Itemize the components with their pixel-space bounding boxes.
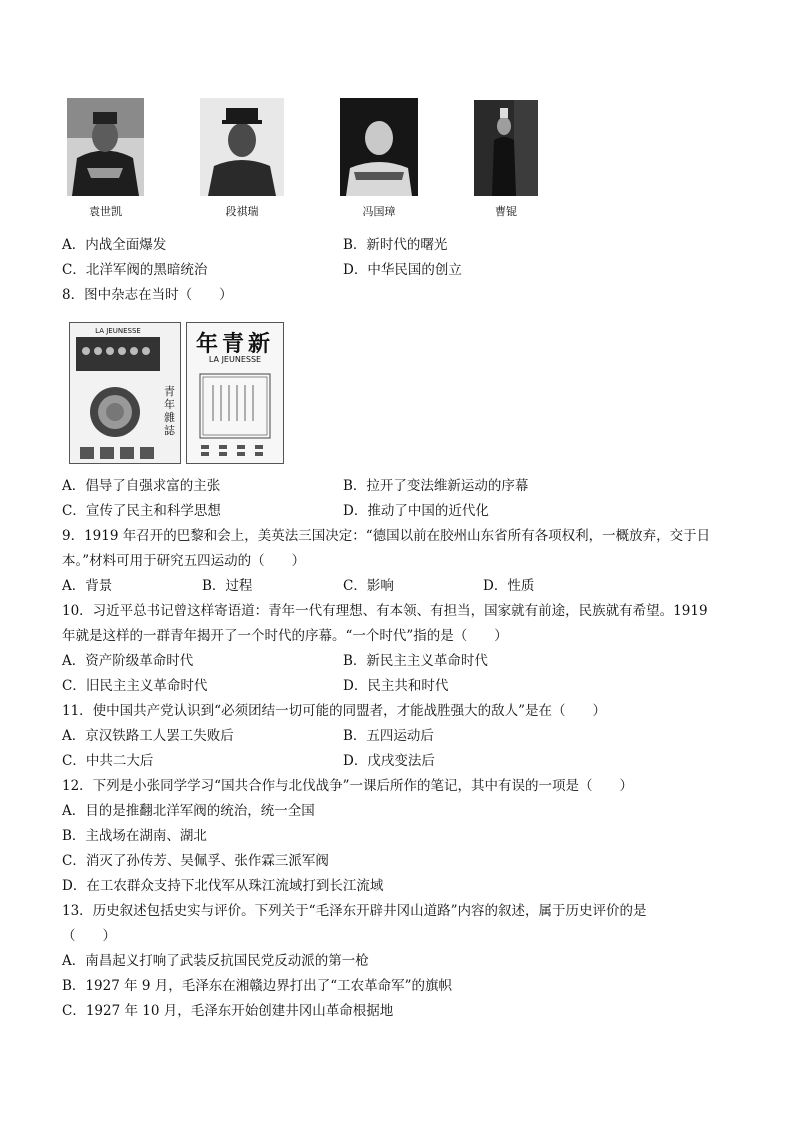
portrait-caption: 段祺瑞 [225,205,259,218]
cover-side-title: 青年雜誌 [164,385,175,437]
q10-option-d: D．民主共和时代 [343,678,449,694]
portrait-caption: 曹锟 [495,205,517,218]
q10-stem-line2: 年就是这样的一群青年揭开了一个时代的序幕。“一个时代”指的是（ ） [62,628,508,644]
magazine-cover-left [69,322,181,464]
cover-title: 年青新 [195,331,274,357]
q7-option-d: D．中华民国的创立 [343,262,462,278]
q9-option-c: C．影响 [343,578,394,594]
portrait-photo-feng-guozhang [340,98,418,196]
cover-label: LA JEUNESSE [208,355,262,364]
q13-stem-line2: （ ） [62,928,116,944]
q8-stem: 8．图中杂志在当时（ ） [62,287,233,303]
q12-option-d: D．在工农群众支持下北伐军从珠江流域打到长江流域 [62,878,384,894]
q11-option-a: A．京汉铁路工人罢工失败后 [62,728,234,744]
q13-option-a: A．南昌起义打响了武装反抗国民党反动派的第一枪 [62,953,369,969]
q8-option-b: B．拉开了变法维新运动的序幕 [343,478,529,494]
q10-stem-line1: 10．习近平总书记曾这样寄语道：青年一代有理想、有本领、有担当，国家就有前途，民族就有希望。1919 [62,603,708,619]
q12-option-b: B．主战场在湖南、湖北 [62,828,207,844]
portrait-caption: 袁世凯 [89,205,122,218]
q9-option-b: B．过程 [202,578,253,594]
q8-option-a: A．倡导了自强求富的主张 [62,478,221,494]
q13-option-b: B．1927 年 9 月，毛泽东在湘赣边界打出了“工农革命军”的旗帜 [62,978,453,994]
q10-option-c: C．旧民主主义革命时代 [62,678,208,694]
q11-option-b: B．五四运动后 [343,728,434,744]
q12-stem: 12．下列是小张同学学习“国共合作与北伐战争”一课后所作的笔记，其中有误的一项是（ ） [62,778,633,794]
q9-option-d: D．性质 [483,578,535,594]
portrait-photo-cao-kun [474,100,538,196]
q10-option-a: A．资产阶级革命时代 [62,653,194,669]
q11-option-c: C．中共二大后 [62,753,154,769]
q9-stem-line1: 9．1919 年召开的巴黎和会上，美英法三国决定：“德国以前在胶州山东省所有各项权利，一概放弃，交于日 [62,528,711,544]
q8-option-c: C．宣传了民主和科学思想 [62,503,221,519]
q7-option-c: C．北洋军阀的黑暗统治 [62,262,208,278]
q7-option-a: A．内战全面爆发 [62,237,167,253]
q13-option-c: C．1927 年 10 月，毛泽东开始创建井冈山革命根据地 [62,1003,394,1019]
portrait-caption: 冯国璋 [362,205,396,218]
q13-stem-line1: 13．历史叙述包括史实与评价。下列关于“毛泽东开辟井冈山道路”内容的叙述，属于历史评价的是 [62,903,647,919]
portrait-photo-duan-qirui [200,98,284,196]
q9-stem-line2: 本。”材料可用于研究五四运动的（ ） [62,553,306,569]
q12-option-a: A．目的是推翻北洋军阀的统治，统一全国 [62,803,315,819]
q12-option-c: C．消灭了孙传芳、吴佩孚、张作霖三派军阀 [62,853,329,869]
cover-label: LA JEUNESSE [95,327,141,335]
q11-option-d: D．戊戌变法后 [343,753,435,769]
magazine-cover-right [186,322,284,464]
q7-option-b: B．新时代的曙光 [343,237,448,253]
q8-option-d: D．推动了中国的近代化 [343,503,489,519]
portrait-photo-yuan-shikai [67,98,144,196]
q10-option-b: B．新民主主义革命时代 [343,653,488,669]
q11-stem: 11．使中国共产党认识到“必须团结一切可能的同盟者，才能战胜强大的敌人”是在（ ） [62,703,606,719]
q9-option-a: A．背景 [62,578,113,594]
